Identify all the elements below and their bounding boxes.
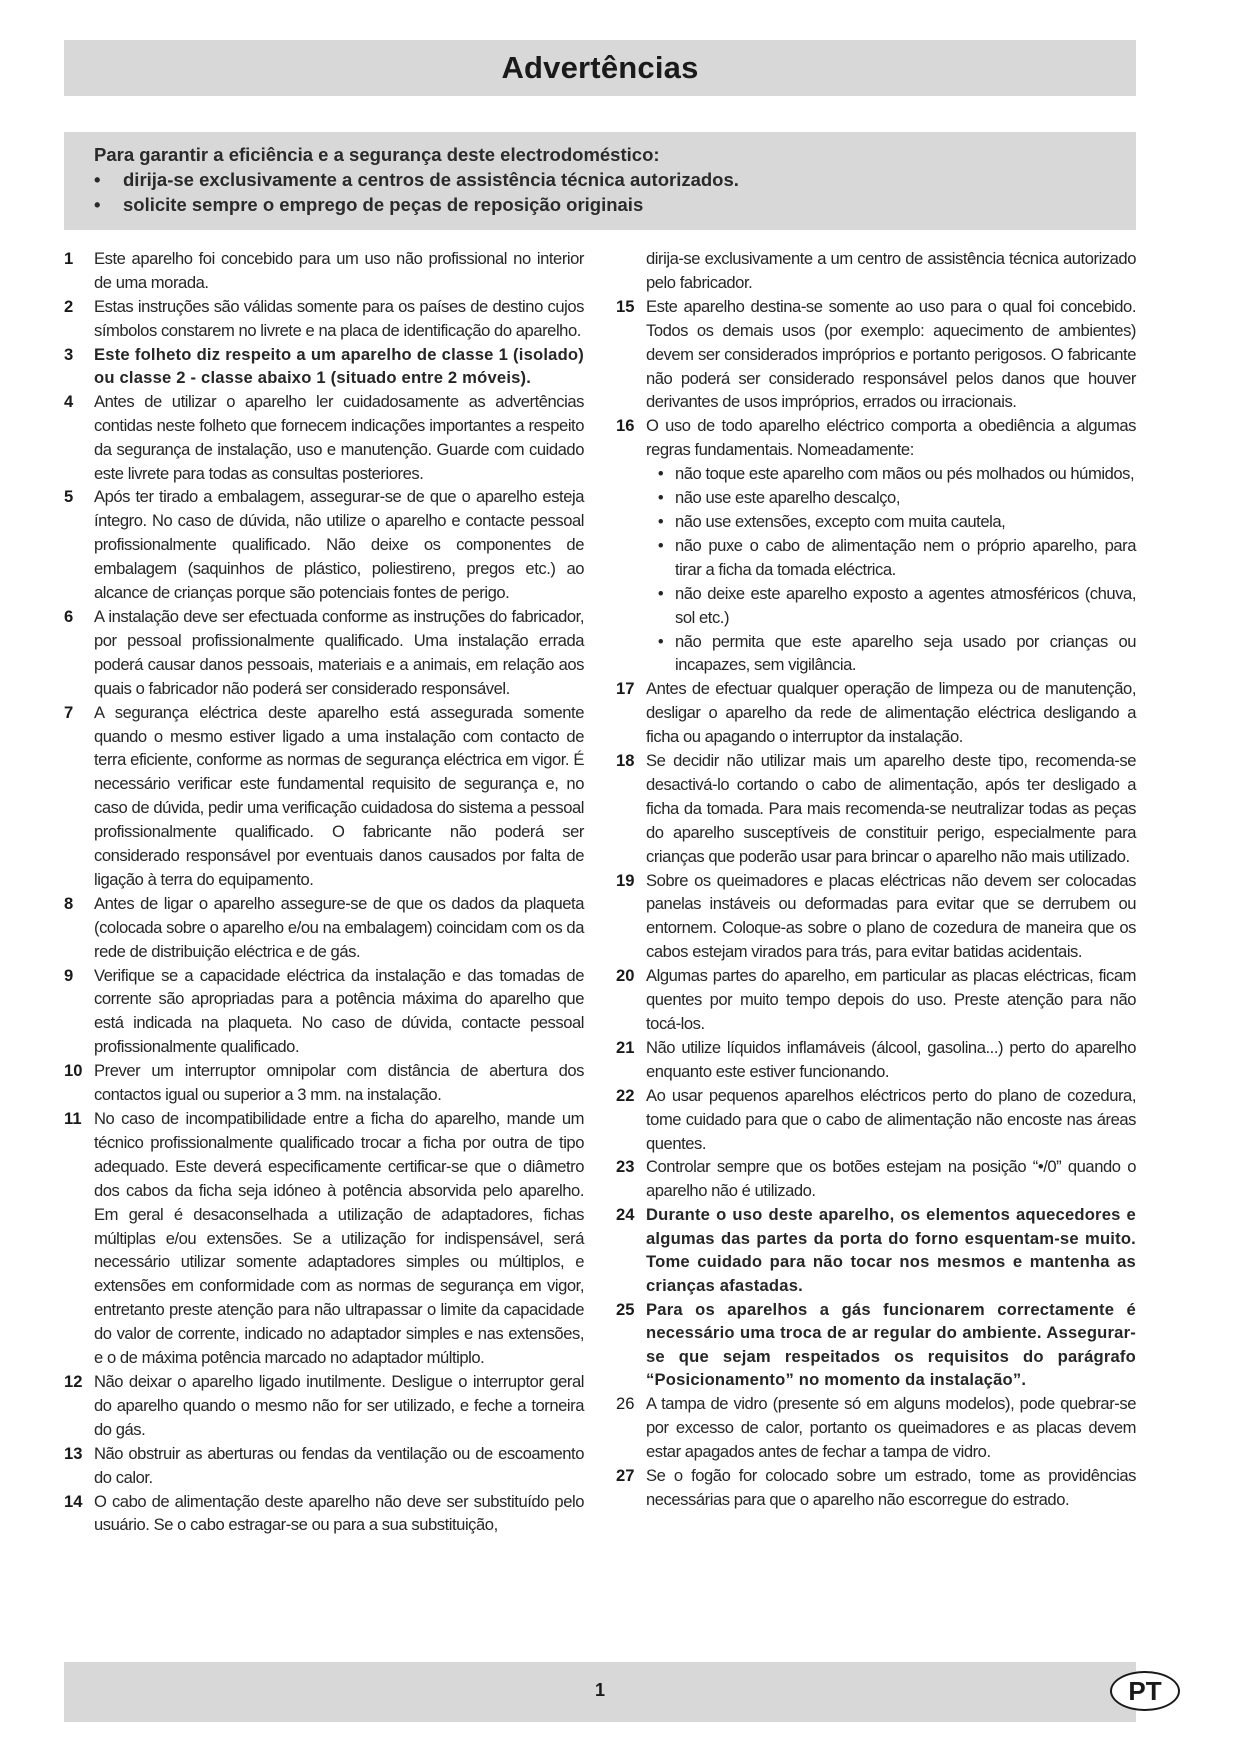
item-text: Este aparelho destina-se somente ao uso para o qual foi concebido. Todos os demais usos (por exemplo: aquecimento de ambientes) devem ser considerados impróprios e portanto perigosos. O fabricante não poderá ser considerado responsável pelos danos que houver derivantes de usos impróprios, errados ou irracionais.	[646, 296, 1136, 412]
notice-bullet	[94, 167, 1136, 192]
warning-item-1	[64, 247, 584, 295]
item-number: 20	[616, 966, 635, 986]
list-item	[646, 534, 1136, 582]
item-text: A instalação deve ser efectuada conforme as instruções do fabricador, por pessoal profissionalmente qualificado. Uma instalação errada poderá causar danos pessoais, materiais e a animais, em relação aos quais o fabricador não poderá ser considerado responsável.	[94, 606, 584, 698]
item-number: 22	[616, 1085, 635, 1105]
warning-item-10	[64, 1059, 584, 1107]
warning-item-4	[64, 390, 584, 486]
warning-item-8	[64, 892, 584, 964]
list-item-text: não deixe este aparelho exposto a agentes atmosféricos (chuva, sol etc.)	[675, 583, 1136, 627]
item-number: 27	[616, 1465, 635, 1485]
warning-item-7	[64, 701, 584, 892]
item-number: 19	[616, 870, 635, 890]
item-number: 12	[64, 1371, 83, 1391]
bullet-icon: •	[94, 169, 101, 190]
item-text: O uso de todo aparelho eléctrico comporta a obediência a algumas regras fundamentais. Nomeadamente:	[646, 416, 1136, 460]
item-text: Estas instruções são válidas somente para os países de destino cujos símbolos constarem no livrete e na placa de identificação do aparelho.	[94, 296, 584, 340]
list-item-text: não puxe o cabo de alimentação nem o próprio aparelho, para tirar a ficha da tomada eléctrica.	[675, 535, 1136, 579]
warning-item-12	[64, 1370, 584, 1442]
item-text: Este aparelho foi concebido para um uso não profissional no interior de uma morada.	[94, 249, 584, 292]
item-number: 3	[64, 344, 74, 364]
item-text: Controlar sempre que os botões estejam na posição “•/0” quando o aparelho não é utilizado.	[646, 1157, 1136, 1201]
item-text: Se decidir não utilizar mais um aparelho deste tipo, recomenda-se desactivá-lo cortando o cabo de alimentação, após ter desligado a ficha da tomada. Para mais recomenda-se neutralizar todas as peças do aparelho susceptíveis de constituir perigo, especialmente para crianças que poderão usar para brincar o aparelho não mais utilizado.	[646, 751, 1136, 866]
bullet-icon: •	[94, 194, 101, 215]
bullet-icon: •	[657, 583, 664, 603]
warning-item-17	[616, 677, 1136, 749]
item-text: Após ter tirado a embalagem, assegurar-se de que o aparelho esteja íntegro. No caso de dúvida, não utilize o aparelho e contacte pessoal profissionalmente qualificado. Não deixe os componentes de embalagem (saquinhos de plástico, poliestireno, pregos etc.) ao alcance de crianças porque são potenciais fontes de perigo.	[94, 487, 584, 603]
warning-item-14-continuation: dirija-se exclusivamente a um centro de assistência técnica autorizado pelo fabricador.	[646, 249, 1136, 292]
item-text: Não deixar o aparelho ligado inutilmente. Desligue o interruptor geral do aparelho quando o mesmo não for ser utilizado, e feche a torneira do gás.	[94, 1371, 584, 1439]
warning-item-15	[616, 295, 1136, 415]
item-number: 5	[64, 487, 74, 507]
page-title: Advertências	[501, 50, 699, 85]
item-text: Não obstruir as aberturas ou fendas da ventilação ou de escoamento do calor.	[94, 1443, 584, 1487]
item-text: Ao usar pequenos aparelhos eléctricos perto do plano de cozedura, tome cuidado para que o cabo de alimentação não encoste nas áreas quentes.	[646, 1085, 1136, 1153]
item-number: 23	[616, 1157, 635, 1177]
warning-item-5	[64, 485, 584, 605]
item-text: Este folheto diz respeito a um aparelho de classe 1 (isolado) ou classe 2 - classe abaixo 1 (situado entre 2 móveis).	[94, 344, 584, 388]
item-number: 21	[616, 1037, 635, 1057]
notice-bullet	[94, 192, 1136, 217]
item-text: Prever um interruptor omnipolar com distância de abertura dos contactos igual ou superior a 3 mm. na instalação.	[94, 1061, 584, 1105]
title-bar	[64, 40, 1136, 96]
left-column	[64, 247, 584, 1537]
list-item-text: não toque este aparelho com mãos ou pés molhados ou húmidos,	[675, 464, 1135, 484]
warning-item-22	[616, 1084, 1136, 1156]
item-number: 2	[64, 296, 74, 316]
item-text: Antes de efectuar qualquer operação de limpeza ou de manutenção, desligar o aparelho da rede de alimentação eléctrica desligando a ficha ou apagando o interruptor da instalação.	[646, 679, 1136, 747]
item-text: Antes de ligar o aparelho assegure-se de que os dados da plaqueta (colocada sobre o aparelho e/ou na embalagem) coincidam com os da rede de distribuição eléctrica e de gás.	[94, 893, 584, 961]
item-text: Não utilize líquidos inflamáveis (álcool, gasolina...) perto do aparelho enquanto este estiver funcionando.	[646, 1037, 1136, 1081]
item-text: A tampa de vidro (presente só em alguns modelos), pode quebrar-se por excesso de calor, portanto os queimadores e as placas devem estar apagados antes de fechar a tampa de vidro.	[646, 1394, 1136, 1461]
warning-item-6	[64, 605, 584, 701]
notice-bullet-text: solicite sempre o emprego de peças de reposição originais	[123, 194, 644, 215]
warning-item-27	[616, 1464, 1136, 1512]
item-number: 17	[616, 679, 635, 699]
list-item	[646, 630, 1136, 678]
warning-item-11	[64, 1107, 584, 1370]
item-text: Antes de utilizar o aparelho ler cuidadosamente as advertências contidas neste folheto que fornecem indicações importantes a respeito da segurança de instalação, uso e manutenção. Guarde com cuidado este livrete para todas as consultas posteriores.	[94, 391, 584, 483]
bullet-icon: •	[657, 464, 664, 484]
item-number: 26	[616, 1394, 635, 1413]
item-number: 13	[64, 1443, 83, 1463]
warning-item-23	[616, 1155, 1136, 1203]
rules-list	[646, 462, 1136, 677]
list-item	[646, 582, 1136, 630]
item-number: 7	[64, 702, 74, 722]
notice-box	[64, 132, 1136, 230]
item-text: No caso de incompatibilidade entre a ficha do aparelho, mande um técnico profissionalmente qualificado trocar a ficha por outra de tipo adequado. Este deverá especificamente certificar-se que o diâmetro dos cabos da ficha seja idóneo à potência absorvida pelo aparelho. Em geral é desaconselhada a utilização de adaptadores, fichas múltiplas e/ou extensões. Se a utilização for indispensável, será necessário utilizar somente adaptadores simples ou múltiplos, e extensões em conformidade com as normas de segurança em vigor, entretanto preste atenção para não ultrapassar o limite da capacidade do valor de corrente, indicado no adaptador simples e nas extensões, e o de máxima potência marcado no adaptador múltiplo.	[94, 1109, 584, 1368]
item-number: 15	[616, 296, 635, 316]
item-text: O cabo de alimentação deste aparelho não deve ser substituído pelo usuário. Se o cabo estragar-se ou para a sua substituição,	[94, 1491, 584, 1535]
right-column	[616, 247, 1136, 1512]
warning-item-2	[64, 295, 584, 343]
item-number: 14	[64, 1491, 83, 1511]
footer-bar	[64, 1662, 1162, 1722]
item-number: 4	[64, 391, 74, 411]
warning-item-9	[64, 964, 584, 1060]
warning-item-14	[64, 1490, 584, 1538]
item-text: Durante o uso deste aparelho, os elementos aquecedores e algumas das partes da porta do forno esquentam-se muito. Tome cuidado para não tocar nos mesmos e mantenha as crianças afastadas.	[646, 1205, 1136, 1296]
item-text: Algumas partes do aparelho, em particular as placas eléctricas, ficam quentes por muito tempo depois do uso. Preste atenção para não tocá-los.	[646, 966, 1136, 1033]
list-item	[646, 510, 1136, 534]
warning-item-21	[616, 1036, 1136, 1084]
warning-item-18	[616, 749, 1136, 869]
list-item	[646, 486, 1136, 510]
item-number: 1	[64, 249, 74, 268]
warning-item-20	[616, 964, 1136, 1036]
list-item-text: não use extensões, excepto com muita cautela,	[675, 511, 1006, 531]
warning-item-19	[616, 869, 1136, 965]
bullet-icon: •	[657, 535, 664, 555]
item-text: Se o fogão for colocado sobre um estrado, tome as providências necessárias para que o aparelho não escorregue do estrado.	[646, 1465, 1136, 1509]
list-item-text: não use este aparelho descalço,	[675, 488, 900, 508]
warning-item-24	[616, 1203, 1136, 1297]
warning-item-3	[64, 343, 584, 390]
bullet-icon: •	[657, 488, 664, 508]
language-badge: PT	[1110, 1671, 1180, 1711]
item-text: Para os aparelhos a gás funcionarem correctamente é necessário uma troca de ar regular do ambiente. Assegurar-se que sejam respeitados os requisitos do parágrafo “Posicionamento” no momento da instalação”.	[646, 1299, 1136, 1390]
list-item-text: não permita que este aparelho seja usado por crianças ou incapazes, sem vigilância.	[675, 631, 1136, 675]
item-number: 18	[616, 751, 635, 771]
item-number: 9	[64, 965, 74, 985]
item-number: 24	[616, 1205, 635, 1225]
item-number: 25	[616, 1299, 635, 1319]
item-body	[646, 414, 1136, 677]
item-text: A segurança eléctrica deste aparelho está assegurada somente quando o mesmo estiver ligado a uma instalação com contacto de terra eficiente, conforme as normas de segurança eléctrica em vigor. É necessário verificar este fundamental requisito de segurança e, no caso de dúvida, pedir uma verificação cuidadosa do sistema a pessoal profissionalmente qualificado. O fabricante não poderá ser considerado responsável por eventuais danos causados por falta de ligação à terra do equipamento.	[94, 702, 584, 889]
warning-item-16	[616, 414, 1136, 677]
page-number: 1	[594, 1680, 605, 1700]
warning-item-13	[64, 1442, 584, 1490]
warning-item-25	[616, 1298, 1136, 1392]
warning-item-26	[616, 1392, 1136, 1464]
item-text: Verifique se a capacidade eléctrica da instalação e das tomadas de corrente são apropriadas para a potência máxima do aparelho que está indicada na plaqueta. No caso de dúvida, contacte pessoal profissionalmente qualificado.	[94, 965, 584, 1057]
item-number: 11	[64, 1109, 82, 1128]
bullet-icon: •	[657, 631, 664, 651]
item-number: 6	[64, 606, 74, 626]
item-text: Sobre os queimadores e placas eléctricas não devem ser colocadas panelas instáveis ou deformadas para evitar que se derrubem ou entornem. Coloque-as sobre o plano de cozedura de maneira que os cabos estejam virados para trás, para evitar batidas acidentais.	[646, 870, 1136, 962]
item-number: 16	[616, 416, 635, 436]
item-number: 8	[64, 893, 74, 913]
bullet-icon: •	[657, 511, 664, 531]
notice-intro: Para garantir a eficiência e a segurança deste electrodoméstico:	[94, 144, 660, 165]
notice-bullet-text: dirija-se exclusivamente a centros de assistência técnica autorizados.	[123, 169, 739, 190]
list-item	[646, 462, 1136, 486]
item-number: 10	[64, 1061, 83, 1081]
